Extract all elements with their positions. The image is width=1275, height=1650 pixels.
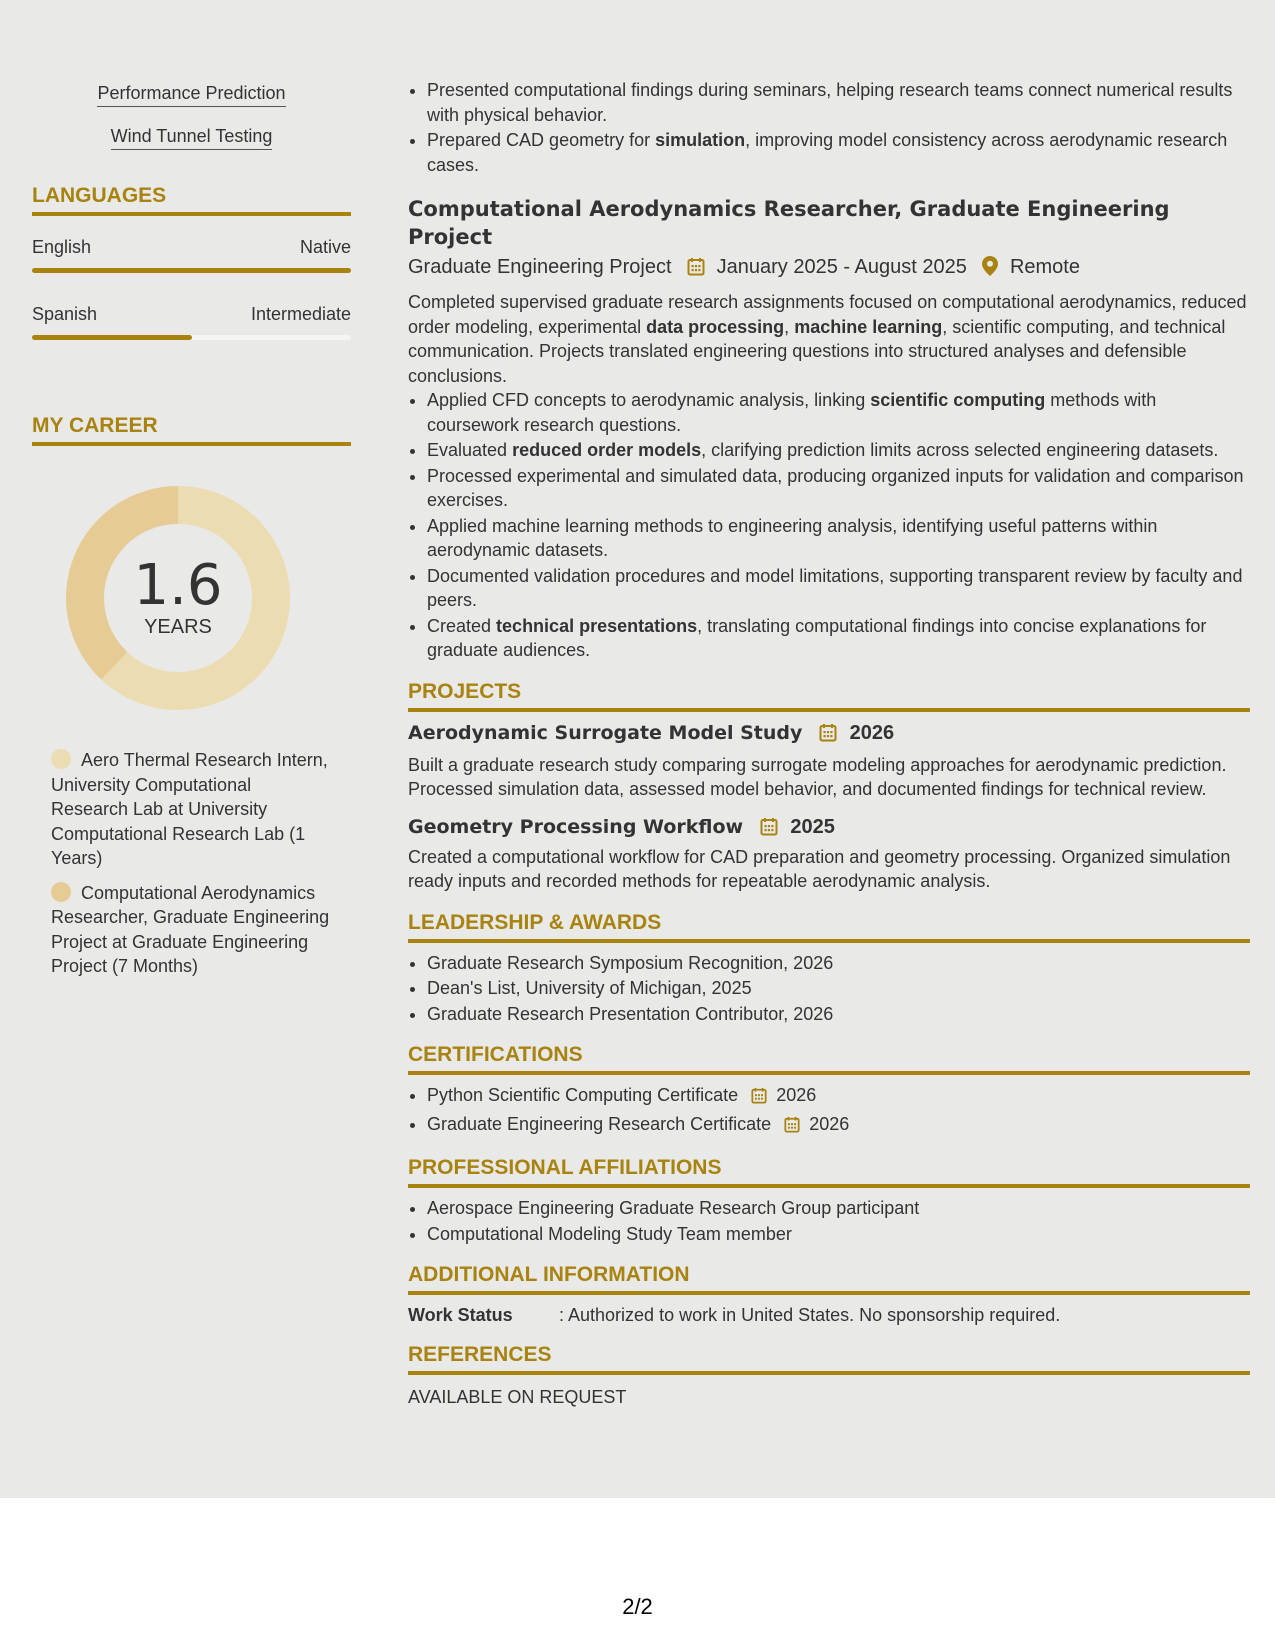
job-location: Remote [1009, 256, 1080, 278]
bold-keyword: machine learning [794, 316, 943, 337]
job-dates: January 2025 - August 2025 [716, 256, 967, 278]
certification-year: 2026 [776, 1085, 817, 1105]
skill-item: Wind Tunnel Testing [111, 125, 273, 150]
affiliation-item: • Computational Modeling Study Team member [427, 1222, 1250, 1247]
affiliations-list [408, 1196, 1250, 1246]
certifications-list [408, 1083, 1250, 1139]
career-legend [51, 748, 331, 979]
career-total: 1.6 [133, 553, 223, 618]
text-run: , clarifying prediction limits across selected engineering datasets. [701, 440, 1219, 460]
projects-heading: PROJECTS [408, 679, 1250, 712]
career-unit: YEARS [144, 616, 212, 638]
text-run: methods with coursework research questions. [427, 390, 1157, 435]
bold-keyword: simulation [655, 130, 746, 150]
skill-item: Performance Prediction [97, 82, 285, 107]
location-pin-icon [982, 256, 998, 284]
work-status-label: Work Status [408, 1305, 513, 1325]
calendar-icon [819, 723, 837, 749]
bullet-item [427, 128, 1250, 177]
project-entry [408, 814, 1250, 894]
leadership-list [408, 951, 1250, 1027]
language-entry [32, 236, 351, 273]
certification-item [427, 1083, 1250, 1111]
language-bar [32, 335, 351, 340]
project-title-row [408, 720, 1250, 749]
certification-year: 2026 [809, 1113, 850, 1134]
references-heading: REFERENCES [408, 1342, 1250, 1375]
legend-dot [51, 882, 71, 902]
bullet-item [427, 614, 1250, 663]
leadership-heading: LEADERSHIP & AWARDS [408, 910, 1250, 943]
sidebar [32, 82, 351, 989]
languages-heading: LANGUAGES [32, 184, 351, 216]
certifications-heading: CERTIFICATIONS [408, 1042, 1250, 1075]
job-summary [408, 290, 1250, 388]
work-status-value: : Authorized to work in United States. No sponsorship required. [559, 1305, 1061, 1325]
text-run: Applied CFD concepts to aerodynamic analysis, linking [427, 390, 871, 410]
text-run: Prepared CAD geometry for [427, 130, 656, 150]
project-entry [408, 720, 1250, 802]
career-legend-label: Computational Aerodynamics Researcher, Graduate Engineering Project at Graduate Engineering Project (7 Months) [51, 882, 330, 976]
bullet-item [427, 78, 1250, 127]
bullet-item [427, 564, 1250, 613]
language-bar-fill [32, 335, 192, 340]
certification-name: Graduate Engineering Research Certificate [427, 1113, 772, 1134]
text-run: , [784, 316, 795, 337]
project-description: Built a graduate research study comparing surrogate modeling approaches for aerodynamic prediction. Processed simulation data, assessed model behavior, and documented findings for technical review. [408, 754, 1227, 799]
language-name: English [32, 237, 92, 257]
bullet-item [427, 464, 1250, 513]
work-status-row [408, 1303, 1250, 1328]
career-donut [66, 486, 290, 710]
project-year: 2026 [849, 721, 895, 744]
text-run: Created [427, 615, 497, 636]
language-name: Spanish [32, 304, 98, 324]
page-number: 2/2 [622, 1594, 653, 1619]
leadership-item: • Graduate Research Symposium Recognition, 2026 [427, 951, 1250, 976]
language-bar-fill [32, 268, 351, 273]
calendar-icon [760, 817, 778, 843]
calendar-icon [751, 1086, 767, 1111]
job-meta [408, 253, 1250, 284]
project-title-row [408, 814, 1250, 843]
project-year: 2025 [790, 815, 835, 838]
text-run: , scientific computing, and technical communication. Projects translated engineering questions into structured analyses and defensible conclusions. [408, 316, 1226, 386]
text-run: Completed supervised graduate research assignments focused on computational aerodynamics, reduced order modeling, experimental [408, 292, 1247, 337]
calendar-icon [784, 1115, 800, 1140]
bold-keyword: reduced order models [512, 440, 702, 460]
career-legend-item [51, 748, 331, 871]
bold-keyword: data processing [646, 316, 785, 337]
project-description: Created a computational workflow for CAD preparation and geometry processing. Organized simulation ready inputs and recorded methods for repeatable aerodynamic analysis. [408, 846, 1231, 891]
leadership-item: • Dean's List, University of Michigan, 2025 [427, 976, 1250, 1001]
additional-info-heading: ADDITIONAL INFORMATION [408, 1262, 1250, 1295]
leadership-item: • Graduate Research Presentation Contributor, 2026 [427, 1002, 1250, 1027]
references-text: AVAILABLE ON REQUEST [408, 1386, 627, 1407]
job-bullets [408, 388, 1250, 663]
bold-keyword: scientific computing [870, 390, 1046, 410]
text-run: , improving model consistency across aerodynamic research cases. [427, 130, 1228, 175]
text-run: Processed experimental and simulated data, producing organized inputs for validation and comparison exercises. [427, 465, 1244, 510]
text-run: Applied machine learning methods to engineering analysis, identifying useful patterns within aerodynamic datasets. [427, 515, 1158, 560]
affiliations-heading: PROFESSIONAL AFFILIATIONS [408, 1155, 1250, 1188]
legend-dot [51, 749, 71, 769]
calendar-icon [687, 256, 705, 284]
bullet-item [427, 438, 1250, 463]
text-run: Evaluated [427, 440, 513, 460]
affiliation-item: • Aerospace Engineering Graduate Research Group participant [427, 1196, 1250, 1221]
project-title: Aerodynamic Surrogate Model Study [408, 721, 803, 744]
career-heading: MY CAREER [32, 414, 351, 446]
language-level: Intermediate [250, 304, 351, 324]
career-legend-item [51, 881, 331, 979]
main-content [408, 78, 1250, 1409]
text-run: , translating computational findings into concise explanations for graduate audiences. [427, 615, 1207, 660]
language-level: Native [299, 237, 351, 257]
job-company: Graduate Engineering Project [408, 256, 672, 278]
text-run: Documented validation procedures and model limitations, supporting transparent review by faculty and peers. [427, 565, 1243, 610]
bullet-item [427, 388, 1250, 437]
project-title: Geometry Processing Workflow [408, 815, 744, 838]
bold-keyword: technical presentations [496, 615, 698, 636]
certification-name: Python Scientific Computing Certificate [427, 1085, 739, 1105]
certification-item [427, 1112, 1250, 1140]
text-run: Presented computational findings during seminars, helping research teams connect numerical results with physical behavior. [427, 80, 1233, 125]
language-entry [32, 303, 351, 340]
career-legend-label: Aero Thermal Research Intern, University Computational Research Lab at University Computational Research Lab (1 Years) [51, 750, 328, 868]
skill-list [32, 82, 351, 150]
previous-job-bullets [408, 78, 1250, 177]
language-bar [32, 268, 351, 273]
bullet-item [427, 514, 1250, 563]
job-title: Computational Aerodynamics Researcher, Graduate Engineering Project [408, 197, 1170, 249]
